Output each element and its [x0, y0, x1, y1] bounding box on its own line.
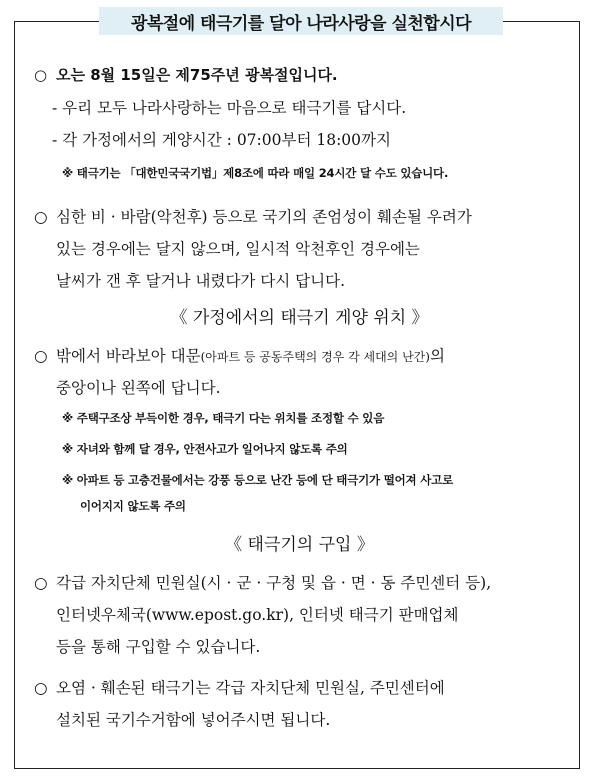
section5-line1-row [34, 676, 445, 698]
section2-line1-row [34, 205, 472, 227]
section5-line2: 설치된 국기수거함에 넣어주시면 됩니다. [56, 711, 331, 729]
section1-headline-row [34, 64, 338, 85]
section1-headline: 오는 8월 15일은 제75주년 광복절입니다. [56, 66, 338, 84]
section3-line1-paren: (아파트 등 공동주택의 경우 각 세대의 난간) [200, 350, 430, 364]
section2-line3: 날씨가 갠 후 달거나 내렸다가 다시 답니다. [56, 272, 346, 290]
section4-line3: 등을 통해 구입할 수 있습니다. [56, 638, 261, 656]
bullet-circle: ○ [34, 208, 48, 226]
section2-line1: 심한 비 · 바람(악천후) 등으로 국기의 존엄성이 훼손될 우려가 [56, 208, 472, 226]
section5-line1: 오염 · 훼손된 태극기는 각급 자치단체 민원실, 주민센터에 [56, 679, 445, 697]
section4-line1-row [34, 571, 491, 593]
section3-note3b: 이어지지 않도록 주의 [80, 499, 186, 513]
section2-line2: 있는 경우에는 달지 않으며, 일시적 악천후인 경우에는 [56, 240, 420, 258]
section4-line2: 인터넷우체국(www.epost.go.kr), 인터넷 태극기 판매업체 [56, 606, 459, 624]
section3-line1-row [34, 344, 445, 366]
heading-purchase: 《 태극기의 구입 》 [225, 535, 374, 555]
section1-dash1: - 우리 모두 나라사랑하는 마음으로 태극기를 답시다. [52, 99, 407, 117]
bullet-circle: ○ [34, 574, 48, 592]
section1-note: ※ 태극기는 「대한민국국기법」제8조에 따라 매일 24시간 달 수도 있습니다. [62, 166, 449, 180]
bullet-circle: ○ [34, 347, 48, 365]
section3-line2: 중앙이나 왼쪽에 답니다. [56, 379, 221, 397]
bullet-circle: ○ [34, 66, 48, 84]
bullet-circle: ○ [34, 679, 48, 697]
section3-note2: ※ 자녀와 함께 달 경우, 안전사고가 일어나지 않도록 주의 [62, 442, 348, 456]
section4-line1: 각급 자치단체 민원실(시 · 군 · 구청 및 읍 · 면 · 동 주민센터 등), [56, 574, 492, 592]
section3-note1: ※ 주택구조상 부득이한 경우, 태극기 다는 위치를 조정할 수 있음 [62, 411, 385, 425]
section1-dash2: - 각 가정에서의 게양시간 : 07:00부터 18:00까지 [52, 131, 391, 149]
section3-line1-end: 의 [429, 347, 445, 365]
notice-title: 광복절에 태극기를 달아 나라사랑을 실천합시다 [99, 7, 503, 35]
section3-line1-main: 밖에서 바라보아 대문 [56, 347, 201, 365]
section3-note3a: ※ 아파트 등 고층건물에서는 강풍 등으로 난간 등에 단 태극기가 떨어져 사고로 [62, 473, 453, 487]
heading-position: 《 가정에서의 태극기 게양 위치 》 [170, 308, 429, 328]
